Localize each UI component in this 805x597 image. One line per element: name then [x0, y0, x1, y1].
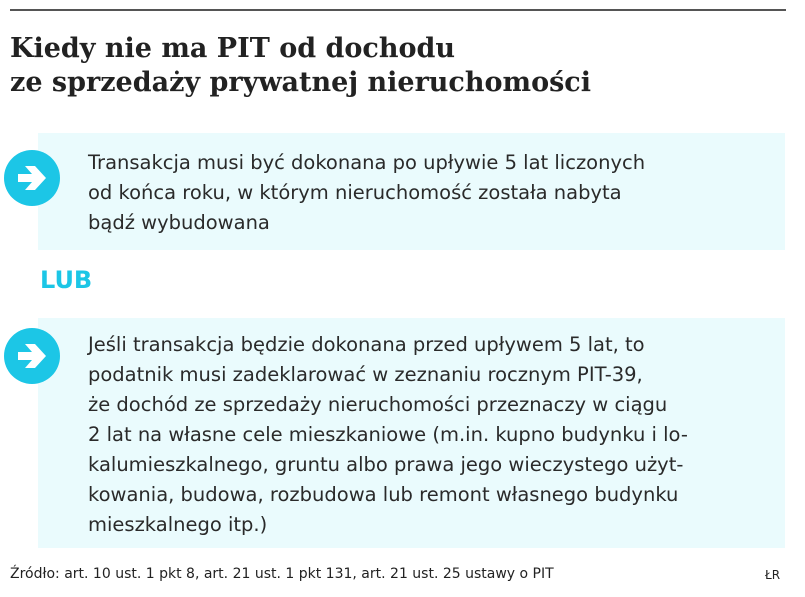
condition-text-2 — [88, 330, 778, 540]
author-signature: ŁR — [765, 568, 781, 582]
text-line: mieszkalnego itp.) — [88, 513, 268, 536]
source-note: Źródło: art. 10 ust. 1 pkt 8, art. 21 ust. 1 pkt 131, art. 21 ust. 25 ustawy o PIT — [10, 566, 554, 582]
text-line: że dochód ze sprzedaży nieruchomości przeznaczy w ciągu — [88, 393, 668, 416]
top-rule — [10, 9, 786, 11]
text-line: od końca roku, w którym nieruchomość została nabyta — [88, 181, 622, 204]
text-line: kalumieszkalnego, gruntu albo prawa jego wieczystego użyt- — [88, 453, 684, 476]
condition-text-1 — [88, 148, 778, 238]
text-line: Jeśli transakcja będzie dokonana przed upływem 5 lat, to — [88, 333, 645, 356]
title-line: ze sprzedaży prywatnej nieruchomości — [10, 67, 591, 98]
infographic-title — [10, 32, 591, 100]
text-line: 2 lat na własne cele mieszkaniowe (m.in. kupno budynku i lo- — [88, 423, 688, 446]
text-line: kowania, budowa, rozbudowa lub remont własnego budynku — [88, 483, 679, 506]
text-line: bądź wybudowana — [88, 211, 270, 234]
title-line: Kiedy nie ma PIT od dochodu — [10, 33, 455, 64]
separator-label: LUB — [40, 266, 93, 294]
text-line: podatnik musi zadeklarować w zeznaniu rocznym PIT-39, — [88, 363, 643, 386]
arrow-right-icon — [4, 150, 60, 206]
arrow-right-icon — [4, 328, 60, 384]
text-line: Transakcja musi być dokonana po upływie 5 lat liczonych — [88, 151, 646, 174]
